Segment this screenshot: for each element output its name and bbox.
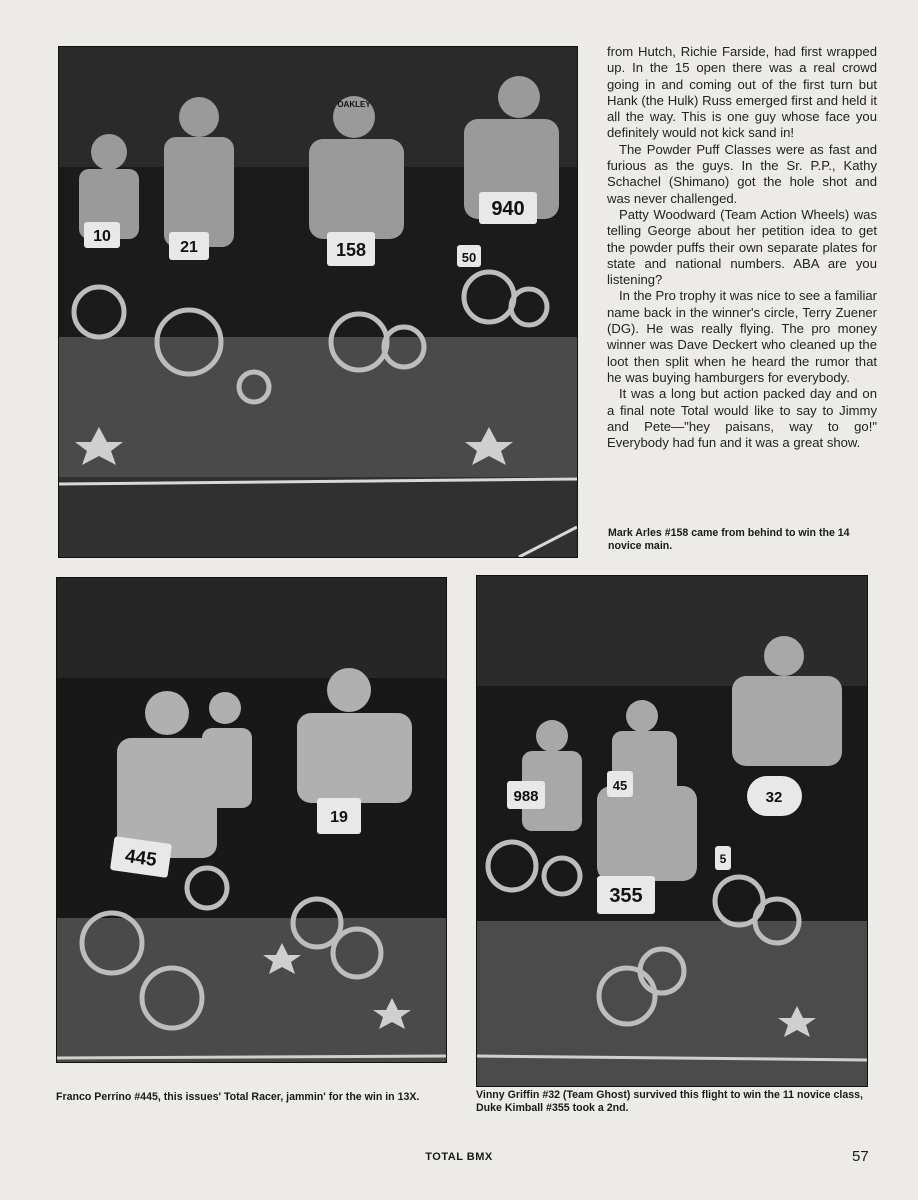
plate-number: 10 <box>93 228 111 245</box>
plate-number: 988 <box>513 788 539 805</box>
helmet-logo: OAKLEY <box>337 100 371 109</box>
article-text <box>607 44 877 451</box>
plate-number: 5 <box>719 852 727 866</box>
plate-number: 158 <box>335 240 367 260</box>
caption-left-photo: Franco Perrino #445, this issues' Total Racer, jammin' for the win in 13X. <box>56 1091 420 1103</box>
article-paragraph: It was a long but action packed day and on a final note Total would like to say to Jimmy and Pete—"hey paisans, way to go!" Everybody had fun and it was a great show. <box>607 386 877 451</box>
caption-top-photo: Mark Arles #158 came from behind to win the 14 novice main. <box>608 527 850 552</box>
photo-race-left <box>56 577 447 1063</box>
plate-number: 19 <box>330 809 348 826</box>
footer-magazine-name: TOTAL BMX <box>425 1151 493 1163</box>
caption-right-photo: Vinny Griffin #32 (Team Ghost) survived this flight to win the 11 novice class, Duke Kimball #355 took a 2nd. <box>476 1089 863 1114</box>
plate-number: 445 <box>123 845 158 872</box>
plate-number: 50 <box>461 250 477 265</box>
plate-number: 355 <box>609 885 643 907</box>
photo-race-top <box>58 46 578 558</box>
plate-number: 32 <box>765 789 783 806</box>
page-number: 57 <box>852 1148 869 1165</box>
article-paragraph: The Powder Puff Classes were as fast and furious as the guys. In the Sr. P.P., Kathy Schachel (Shimano) got the hole shot and was never challenged. <box>607 141 877 206</box>
article-paragraph: Patty Woodward (Team Action Wheels) was telling George about her petition idea to get the powder puffs their own separate plates for state and national numbers. ABA are you listening? <box>607 206 877 288</box>
plate-number: 940 <box>491 198 525 220</box>
article-paragraph: from Hutch, Richie Farside, had first wrapped up. In the 15 open there was a real crowd going in and coming out of the first turn but Hank (the Hulk) Russ emerged first and held it all the way. This is one guy whose face you definitely would not kick sand in! <box>607 44 877 141</box>
article-paragraph: In the Pro trophy it was nice to see a familiar name back in the winner's circle, Terry Zuener (DG). He was really flying. The pro money winner was Dave Deckert who cleaned up the loot then split when he heard the rumor that he was buying hamburgers for everybody. <box>607 288 877 385</box>
plate-number: 45 <box>612 778 628 793</box>
photo-race-right <box>476 575 868 1087</box>
plate-number: 21 <box>180 239 198 256</box>
